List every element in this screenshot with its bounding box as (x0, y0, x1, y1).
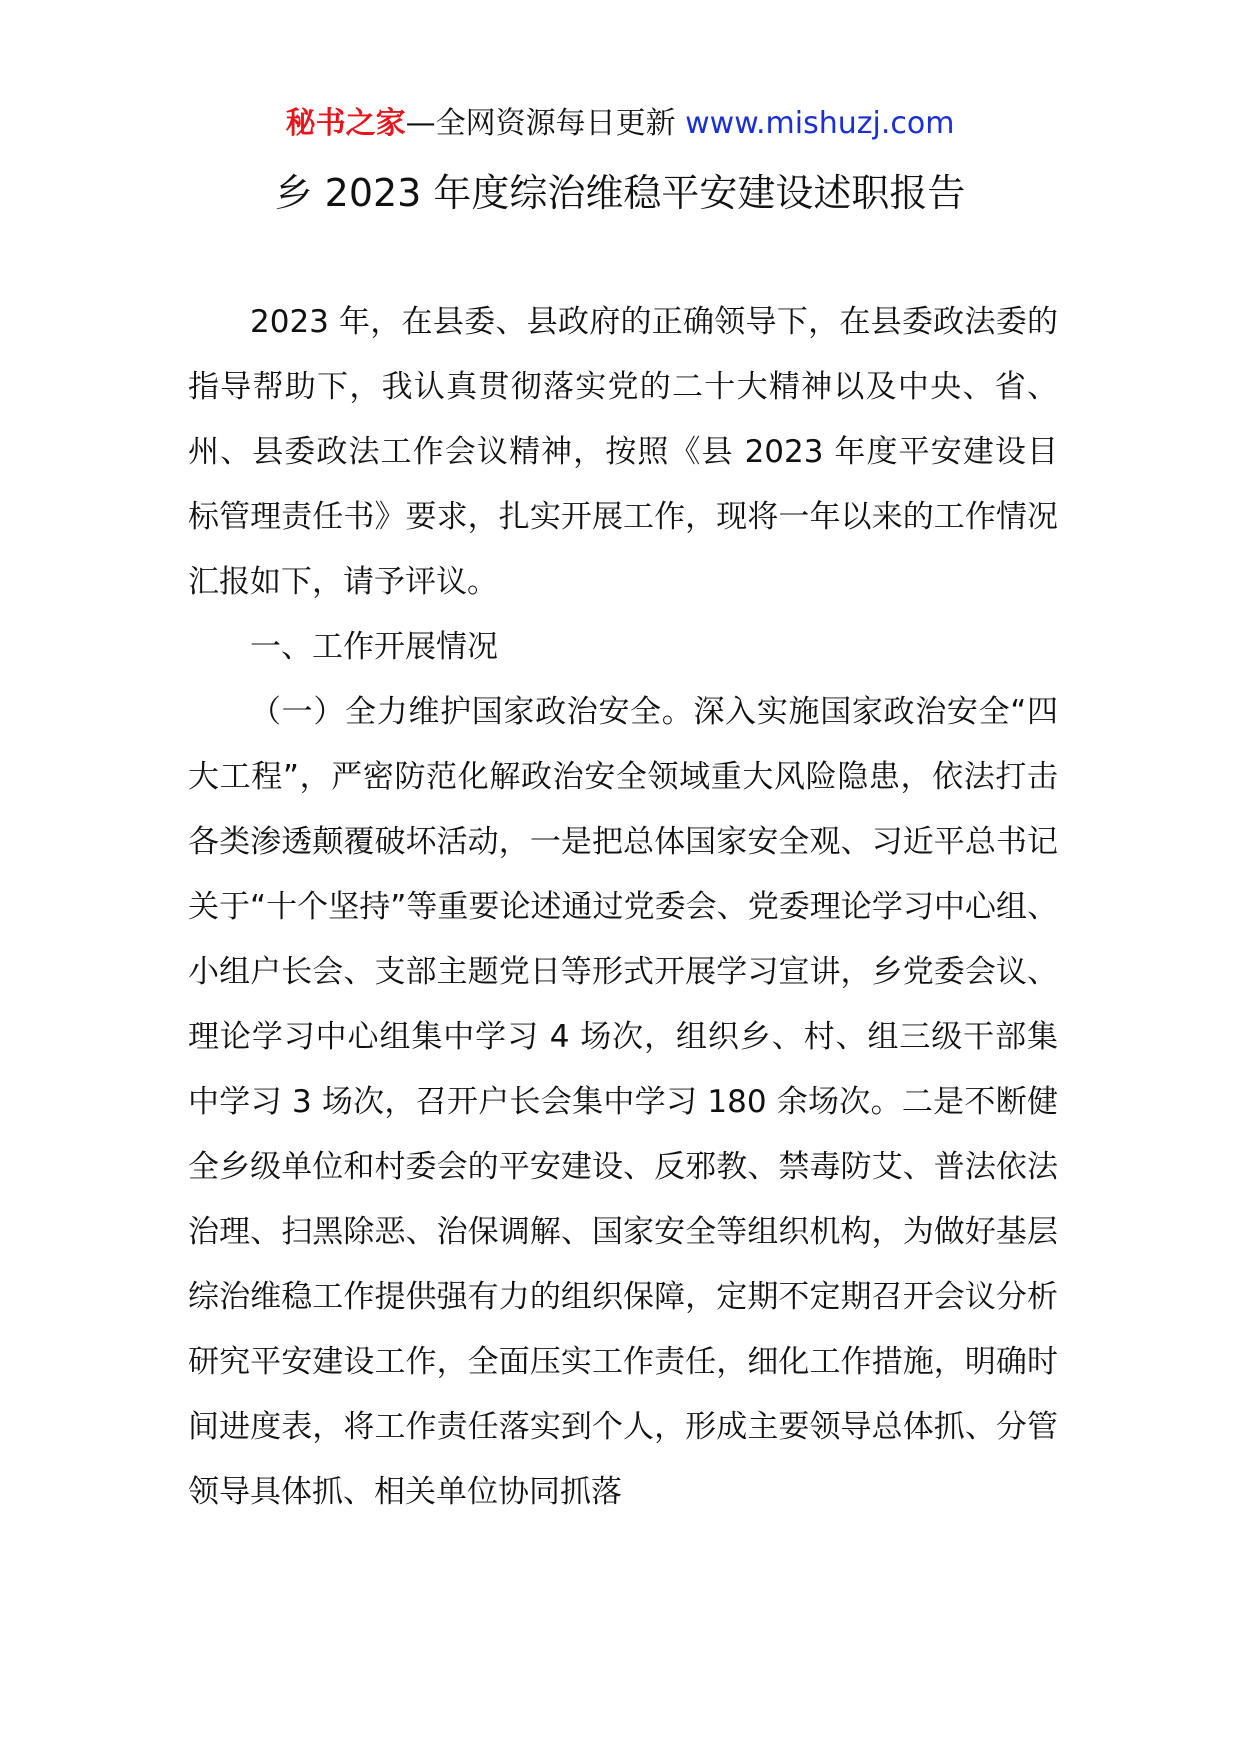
paragraph-section-1: （一）全力维护国家政治安全。深入实施国家政治安全“四大工程”，严密防范化解政治安全领域重大风险隐患，依法打击各类渗透颠覆破坏活动，一是把总体国家安全观、习近平总书记关于“十个坚持”等重要论述通过党委会、党委理论学习中心组、小组户长会、支部主题党日等形式开展学习宣讲，乡党委会议、理论学习中心组集中学习 4 场次，组织乡、村、组三级干部集中学习 3 场次，召开户长会集中学习 180 余场次。二是不断健全乡级单位和村委会的平安建设、反邪教、禁毒防艾、普法依法治理、扫黑除恶、治保调解、国家安全等组织机构，为做好基层综治维稳工作提供强有力的组织保障，定期不定期召开会议分析研究平安建设工作，全面压实工作责任，细化工作措施，明确时间进度表，将工作责任落实到个人，形成主要领导总体抓、分管领导具体抓、相关单位协同抓落 (188, 694, 1058, 1510)
section-heading: 一、工作开展情况 (250, 629, 498, 665)
brand-slogan: —全网资源每日更新 (405, 106, 676, 141)
site-link[interactable]: www.mishuzj.com (685, 106, 955, 141)
watermark-header (0, 104, 1240, 144)
document-title: 乡 2023 年度综治维稳平安建设述职报告 (274, 171, 966, 215)
brand-name: 秘书之家 (285, 106, 406, 141)
paragraph-intro: 2023 年，在县委、县政府的正确领导下，在县委政法委的指导帮助下，我认真贯彻落实党的二十大精神以及中央、省、州、县委政法工作会议精神，按照《县 2023 年度平安建设目标管理责任书》要求，扎实开展工作，现将一年以来的工作情况汇报如下，请予评议。 (188, 304, 1058, 600)
document-body (188, 290, 1058, 1525)
